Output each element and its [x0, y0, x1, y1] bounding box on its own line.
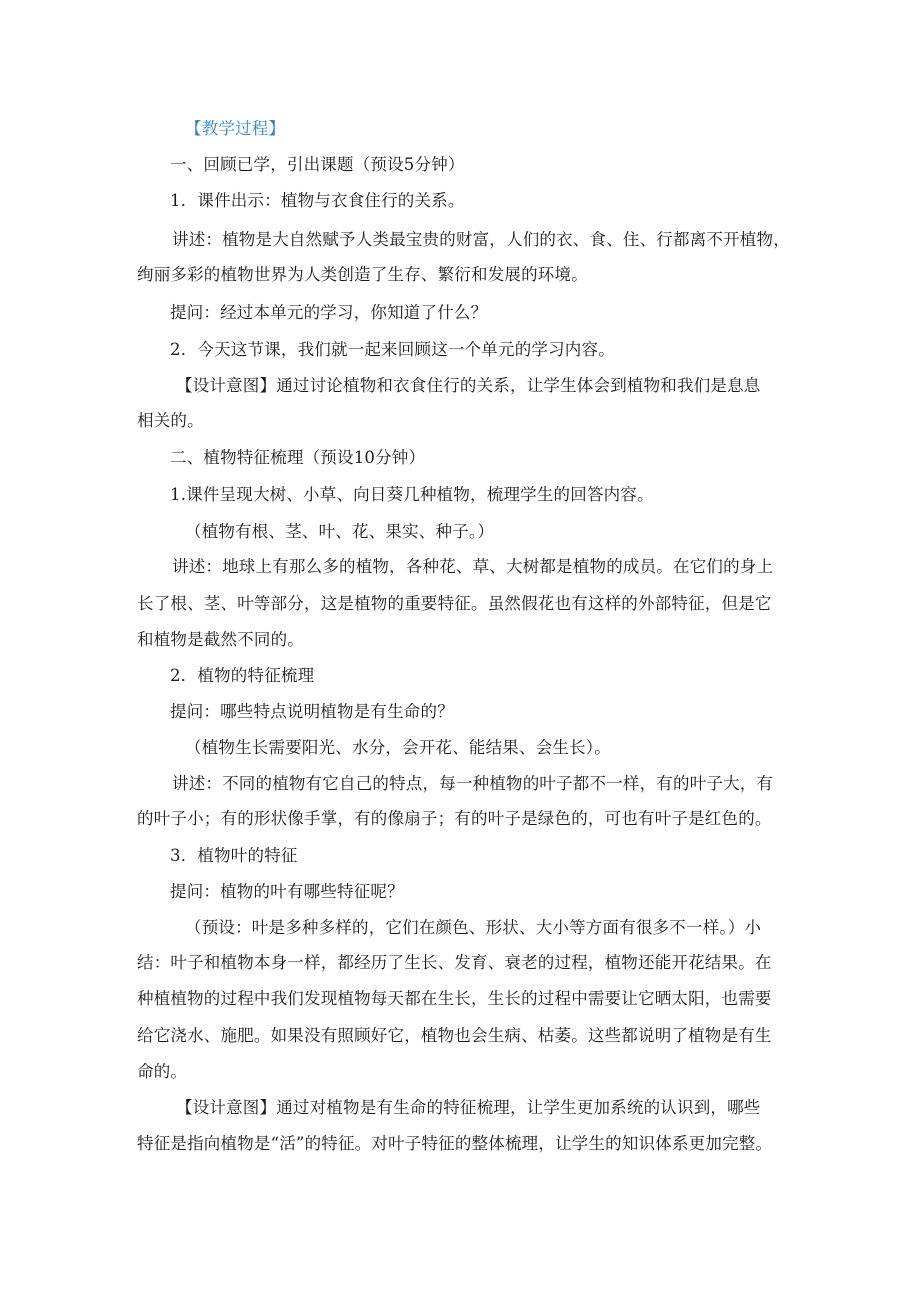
part2-summary-line2: 结：叶子和植物本身一样，都经历了生长、发育、衰老的过程，植物还能开花结果。在: [137, 953, 772, 972]
part1-intent-line1: 【设计意图】通过讨论植物和衣食住行的关系，让学生体会到植物和我们是息息: [176, 376, 761, 395]
part1-heading: 一、回顾已学，引出课题（预设5分钟）: [170, 155, 465, 174]
part1-question: 提问：经过本单元的学习，你知道了什么？: [170, 303, 488, 322]
part2-talk2-line2: 的叶子小；有的形状像手掌，有的像扇子；有的叶子是绿色的，可也有叶子是红色的。: [137, 809, 772, 828]
part1-talk-line1: 讲述：植物是大自然赋予人类最宝贵的财富，人们的衣、食、住、行都离不开植物，: [172, 230, 790, 249]
part2-answer2: （植物生长需要阳光、水分，会开花、能结果、会生长）。: [185, 738, 611, 757]
part2-summary-line1: （预设：叶是多种多样的，它们在颜色、形状、大小等方面有很多不一样。）小: [185, 918, 762, 937]
part2-item1-note: （植物有根、茎、叶、花、果实、种子。）: [185, 522, 495, 541]
part2-question3: 提问：植物的叶有哪些特征呢？: [170, 882, 404, 901]
part1-talk-line2: 绚丽多彩的植物世界为人类创造了生存、繁衍和发展的环境。: [137, 265, 588, 284]
part2-intent-line1: 【设计意图】通过对植物是有生命的特征梳理，让学生更加系统的认识到，哪些: [176, 1098, 761, 1117]
part2-item2: 2．植物的特征梳理: [170, 666, 315, 685]
part2-question2: 提问：哪些特点说明植物是有生命的？: [170, 702, 454, 721]
part2-summary-line3: 种植植物的过程中我们发现植物每天都在生长，生长的过程中需要让它晒太阳，也需要: [137, 989, 772, 1008]
part1-item1: 1．课件出示：植物与衣食住行的关系。: [170, 191, 465, 210]
part2-talk1-line2: 长了根、茎、叶等部分，这是植物的重要特征。虽然假花也有这样的外部特征，但是它: [137, 594, 772, 613]
part2-item1: 1.课件呈现大树、小草、向日葵几种植物，梳理学生的回答内容。: [170, 485, 654, 504]
part2-intent-line2: 特征是指向植物是“活”的特征。对叶子特征的整体梳理，让学生的知识体系更加完整。: [137, 1134, 773, 1153]
section-title: 【教学过程】: [185, 119, 286, 138]
part2-heading: 二、植物特征梳理（预设10分钟）: [170, 448, 426, 467]
part1-intent-line2: 相关的。: [137, 411, 204, 430]
part2-summary-line5: 命的。: [137, 1062, 188, 1081]
part2-item3: 3．植物叶的特征: [170, 846, 298, 865]
part2-summary-line4: 给它浇水、施肥。如果没有照顾好它，植物也会生病、枯萎。这些都说明了植物是有生: [137, 1026, 772, 1045]
part2-talk1-line1: 讲述：地球上有那么多的植物，各种花、草、大树都是植物的成员。在它们的身上: [172, 557, 774, 576]
part2-talk2-line1: 讲述：不同的植物有它自己的特点，每一种植物的叶子都不一样，有的叶子大，有: [172, 774, 774, 793]
part1-item2: 2．今天这节课，我们就一起来回顾这一个单元的学习内容。: [170, 340, 615, 359]
part2-talk1-line3: 和植物是截然不同的。: [137, 630, 304, 649]
